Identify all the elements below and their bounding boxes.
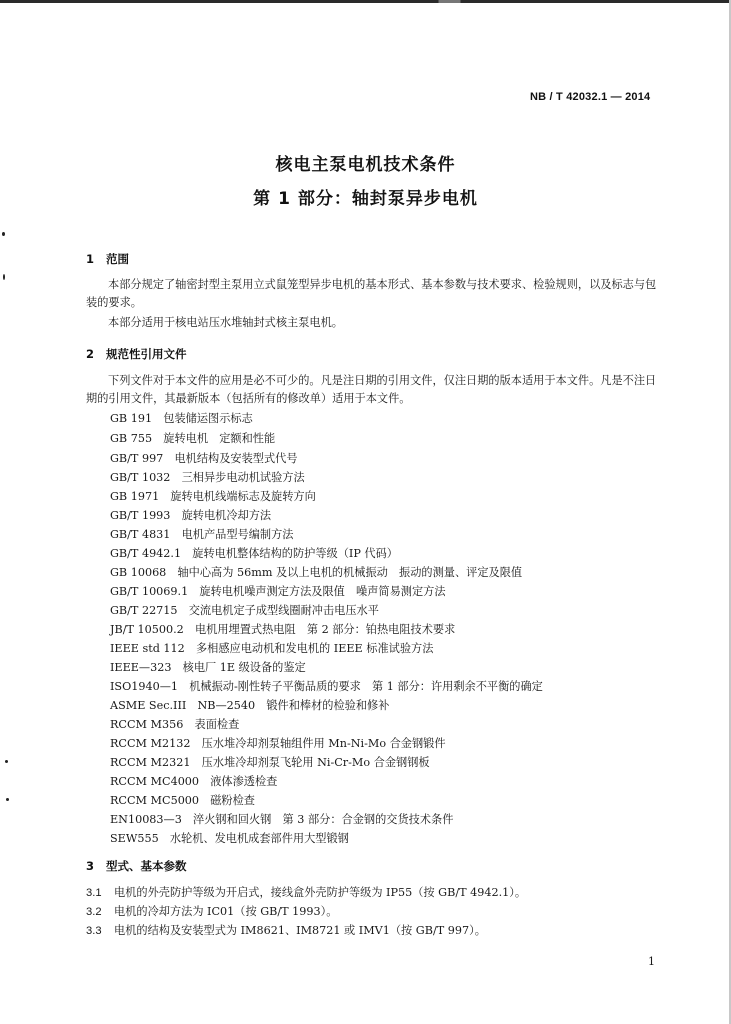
paragraph: 下列文件对于本文件的应用是必不可少的。凡是注日期的引用文件，仅注日期的版本适用于本文件。凡是不注日期的引用文件，其最新版本（包括所有的修改单）适用于本文件。	[86, 374, 657, 405]
section-heading-1	[86, 251, 129, 267]
section-number: 1	[86, 252, 95, 266]
reference-item: GB 755 旋转电机 定额和性能	[110, 432, 276, 445]
reference-item: ASME Sec.III NB—2540 锻件和棒材的检验和修补	[110, 699, 390, 712]
scan-speck	[6, 798, 9, 801]
reference-item: GB/T 4942.1 旋转电机整体结构的防护等级（IP 代码）	[110, 547, 398, 560]
paragraph: 本部分适用于核电站压水堆轴封式核主泵电机。	[108, 316, 343, 329]
reference-item: GB 1971 旋转电机线端标志及旋转方向	[110, 490, 316, 503]
reference-item: RCCM M2132 压水堆冷却剂泵轴组件用 Mn-Ni-Mo 合金钢锻件	[110, 737, 446, 750]
section-number: 2	[86, 347, 95, 361]
reference-item: RCCM MC5000 磁粉检查	[110, 794, 255, 807]
standard-number: NB / T 42032.1 — 2014	[530, 91, 651, 103]
page-number: 1	[648, 955, 655, 968]
scan-speck	[3, 274, 5, 280]
reference-item: JB/T 10500.2 电机用埋置式热电阻 第 2 部分：铂热电阻技术要求	[110, 623, 456, 636]
clause-text: 电机的结构及安装型式为 IM8621、IM8721 或 IMV1（按 GB/T 997）。	[114, 924, 486, 937]
clause-item	[86, 922, 486, 938]
reference-item: GB 191 包装储运图示标志	[110, 412, 253, 425]
reference-item: GB/T 22715 交流电机定子成型线圈耐冲击电压水平	[110, 604, 379, 617]
section-title: 规范性引用文件	[106, 347, 187, 361]
clause-number: 3.2	[86, 906, 102, 918]
reference-item: GB/T 10069.1 旋转电机噪声测定方法及限值 噪声简易测定方法	[110, 585, 446, 598]
reference-item: RCCM M2321 压水堆冷却剂泵飞轮用 Ni-Cr-Mo 合金钢钢板	[110, 756, 430, 769]
reference-item: GB 10068 轴中心高为 56mm 及以上电机的机械振动 振动的测量、评定及限值	[110, 566, 523, 579]
document-title: 核电主泵电机技术条件	[275, 155, 456, 175]
clause-item	[86, 884, 526, 900]
clause-item	[86, 903, 337, 919]
clause-number: 3.3	[86, 925, 102, 937]
reference-item: RCCM MC4000 液体渗透检查	[110, 775, 278, 788]
section-title: 型式、基本参数	[106, 859, 187, 873]
reference-item: IEEE std 112 多相感应电动机和发电机的 IEEE 标准试验方法	[110, 642, 434, 655]
section-heading-3	[86, 858, 187, 874]
scan-speck	[5, 760, 8, 763]
reference-item: RCCM M356 表面检查	[110, 718, 240, 731]
reference-item: GB/T 997 电机结构及安装型式代号	[110, 452, 298, 465]
section-heading-2	[86, 346, 187, 362]
reference-item: SEW555 水轮机、发电机成套部件用大型锻钢	[110, 832, 349, 845]
reference-item: GB/T 1032 三相异步电动机试验方法	[110, 471, 305, 484]
section-title: 范围	[106, 252, 129, 266]
scan-border-top	[0, 0, 731, 3]
reference-item: GB/T 4831 电机产品型号编制方法	[110, 528, 294, 541]
clause-text: 电机的外壳防护等级为开启式，接线盒外壳防护等级为 IP55（按 GB/T 4942.1）。	[114, 886, 527, 899]
clause-number: 3.1	[86, 887, 102, 899]
paragraph: 本部分规定了轴密封型主泵用立式鼠笼型异步电机的基本形式、基本参数与技术要求、检验规则，以及标志与包装的要求。	[86, 278, 657, 309]
reference-item: ISO1940—1 机械振动-刚性转子平衡品质的要求 第 1 部分：许用剩余不平衡的确定	[110, 680, 543, 693]
section-number: 3	[86, 859, 95, 873]
reference-item: IEEE—323 核电厂 1E 级设备的鉴定	[110, 661, 306, 674]
document-subtitle: 第 1 部分：轴封泵异步电机	[253, 189, 478, 209]
scan-speck	[2, 232, 5, 236]
reference-item: GB/T 1993 旋转电机冷却方法	[110, 509, 272, 522]
clause-text: 电机的冷却方法为 IC01（按 GB/T 1993）。	[114, 905, 338, 918]
reference-item: EN10083—3 淬火钢和回火钢 第 3 部分：合金钢的交货技术条件	[110, 813, 454, 826]
